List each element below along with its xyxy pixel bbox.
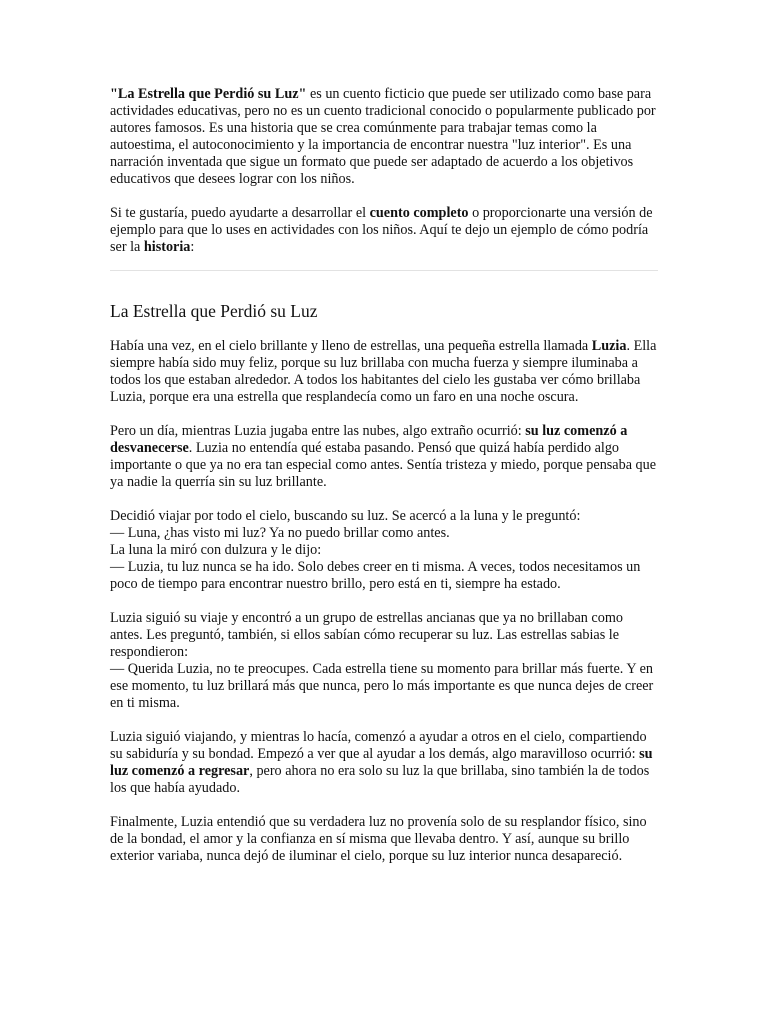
- story-paragraph-3-line-4: — Luzia, tu luz nunca se ha ido. Solo debes creer en ti misma. A veces, todos necesitamos un poco de tiempo para encontrar nuestro brillo, pero está en ti, siempre ha estado.: [110, 559, 641, 592]
- intro-paragraph-2-text-3: :: [190, 239, 195, 255]
- intro-paragraph-2: [110, 205, 658, 256]
- story-paragraph-5-text-1: Luzia siguió viajando, y mientras lo hacía, comenzó a ayudar a otros en el cielo, compartiendo su sabiduría y su bondad. Empezó a ver que al ayudar a los demás, algo maravilloso ocurrió:: [110, 729, 647, 762]
- story-paragraph-4: [110, 610, 658, 712]
- story-paragraph-1-text-2: . Ella siempre había sido muy feliz, porque su luz brillaba con mucha fuerza y siempre iluminaba a todos los que estaban alrededor. A todos los habitantes del cielo les gustaba ver cómo brillaba Luzia, porque era una estrella que resplandecía como un faro en una noche oscura.: [110, 338, 657, 405]
- intro-paragraph-2-text-2: o proporcionarte una versión de ejemplo para que lo uses en actividades con los niños. Aquí te dejo un ejemplo de cómo podría ser la: [110, 205, 653, 255]
- intro-title-bold: "La Estrella que Perdió su Luz": [110, 86, 307, 102]
- intro-paragraph-2-bold-2: historia: [143, 239, 191, 255]
- story-paragraph-3-line-3: La luna la miró con dulzura y le dijo:: [110, 542, 322, 558]
- story-paragraph-2-text-2: . Luzia no entendía qué estaba pasando. Pensó que quizá había perdido algo importante o que ya no era tan especial como antes. Sentía tristeza y miedo, porque pensaba que ya nadie la querría sin su luz brillante.: [110, 440, 657, 490]
- story-paragraph-3-line-1: Decidió viajar por todo el cielo, buscando su luz. Se acercó a la luna y le preguntó:: [110, 508, 581, 524]
- story-body: [110, 338, 658, 865]
- story-paragraph-4-line-1: Luzia siguió su viaje y encontró a un grupo de estrellas ancianas que ya no brillaban como antes. Les preguntó, también, si ellos sabían cómo recuperar su luz. Las estrellas sabias le respondieron:: [110, 610, 623, 660]
- story-paragraph-2-text-1: Pero un día, mientras Luzia jugaba entre las nubes, algo extraño ocurrió:: [110, 423, 526, 439]
- story-paragraph-1: [110, 338, 658, 406]
- story-paragraph-3-line-2: — Luna, ¿has visto mi luz? Ya no puedo brillar como antes.: [110, 525, 450, 541]
- story-paragraph-3: [110, 508, 658, 593]
- intro-paragraph-1-text: es un cuento ficticio que puede ser utilizado como base para actividades educativas, pero no es un cuento tradicional conocido o popularmente publicado por autores famosos. Es una historia que se crea comúnmente para trabajar temas como la autoestima, el autoconocimiento y la importancia de encontrar nuestra "luz interior". Es una narración inventada que sigue un formato que puede ser adaptado de acuerdo a los objetivos educativos que desees lograr con los niños.: [110, 86, 656, 187]
- intro-paragraph-1: [110, 86, 658, 188]
- story-paragraph-6: Finalmente, Luzia entendió que su verdadera luz no provenía solo de su resplandor físico, sino de la bondad, el amor y la confianza en sí misma que llevaba dentro. Y así, aunque su brillo exterior variaba, nunca dejó de iluminar el cielo, porque su luz interior nunca desapareció.: [110, 814, 647, 864]
- story-paragraph-2: [110, 423, 658, 491]
- story-paragraph-5-bold: su luz comenzó a regresar: [110, 746, 653, 779]
- story-paragraph-1-bold: Luzia: [591, 338, 627, 354]
- intro-paragraph-2-text-1: Si te gustaría, puedo ayudarte a desarrollar el: [110, 205, 370, 221]
- story-paragraph-5-text-2: , pero ahora no era solo su luz la que brillaba, sino también la de todos los que había ayudado.: [110, 763, 650, 796]
- story-paragraph-1-text-1: Había una vez, en el cielo brillante y lleno de estrellas, una pequeña estrella llamada: [110, 338, 592, 354]
- story-title: La Estrella que Perdió su Luz: [110, 301, 318, 321]
- story-paragraph-5: [110, 729, 658, 797]
- section-divider: [110, 270, 658, 271]
- intro-paragraph-2-bold-1: cuento completo: [369, 205, 469, 221]
- document-page: [110, 86, 658, 865]
- story-paragraph-4-line-2: — Querida Luzia, no te preocupes. Cada estrella tiene su momento para brillar más fuerte. Y en ese momento, tu luz brillará más que nunca, pero lo más importante es que nunca dejes de creer en ti misma.: [110, 661, 654, 711]
- story-paragraph-2-bold: su luz comenzó a desvanecerse: [110, 423, 628, 456]
